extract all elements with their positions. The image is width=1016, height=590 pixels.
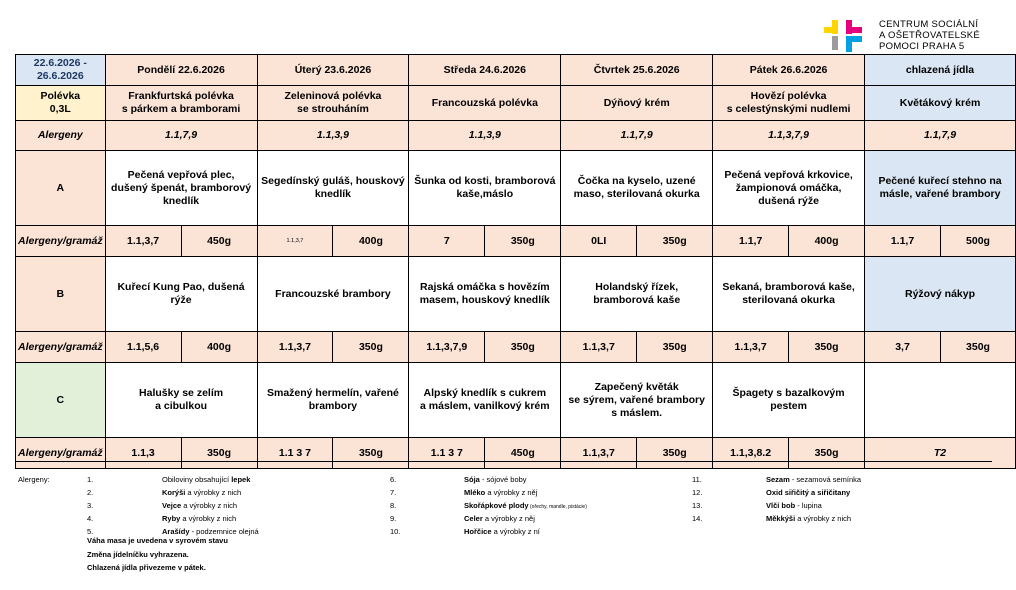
legend-title: Alergeny: [18, 475, 50, 484]
dish-weight: 350g [333, 332, 409, 363]
dish-allergens: 3,7 [865, 332, 941, 363]
legend-number: 12. [692, 488, 703, 497]
soup-dish: Dýňový krém [561, 86, 713, 121]
day-header: Pátek 26.6.2026 [713, 55, 865, 86]
legend-number: 11. [692, 475, 702, 484]
soup-allergens: 1.1,7,9 [561, 121, 713, 151]
soup-allergens: 1.1,3,9 [409, 121, 561, 151]
dish-allergens: 1.1,3,7 [561, 438, 637, 469]
dish: Zapečený květák se sýrem, vařené brambory s máslem. [561, 363, 713, 438]
soup-dish: Zeleninová polévka se strouháním [257, 86, 409, 121]
dish-allergens: 0LI [561, 226, 637, 257]
dish-weight: 400g [333, 226, 409, 257]
allergens-weight-label: Alergeny/gramáž [16, 438, 106, 469]
dish: Pečené kuřecí stehno na másle, vařené brambory [865, 151, 1016, 226]
menu-table [15, 54, 1016, 469]
legend-item: Měkkýši a výrobky z nich [766, 514, 852, 523]
dish-info: T2 [865, 438, 1016, 469]
legend-item: Vlčí bob - lupina [766, 501, 822, 510]
dish-allergens: 1.1,3 [105, 438, 181, 469]
dish-weight: 400g [789, 226, 865, 257]
legend-number: 10. [390, 527, 401, 536]
legend-item: Ryby a výrobky z nich [162, 514, 237, 523]
legend-item: Skořápkové plody (ořechy, mandle, pistácie) [464, 501, 587, 510]
dish: Špagety s bazalkovým pestem [713, 363, 865, 438]
dish-allergens: 1.1,3,7,9 [409, 332, 485, 363]
legend-number: 2. [87, 488, 94, 497]
soup-dish: Květákový krém [865, 86, 1016, 121]
legend-item: Sezam - sezamová semínka [766, 475, 862, 484]
dish-allergens: 1.1,7 [713, 226, 789, 257]
dish-allergens: 1.1 3 7 [257, 438, 333, 469]
legend-item: Obiloviny obsahující lepek [162, 475, 251, 484]
dish: Pečená vepřová plec, dušený špenát, bramborový knedlík [105, 151, 257, 226]
dish [865, 363, 1016, 438]
soup-dish: Hovězí polévka s celestýnskými nudlemi [713, 86, 865, 121]
soup-label: Polévka 0,3L [16, 86, 106, 121]
dish-weight: 400g [181, 332, 257, 363]
soup-dish: Francouzská polévka [409, 86, 561, 121]
legend-number: 4. [87, 514, 94, 523]
dish-allergens: 1.1,7 [865, 226, 941, 257]
week-period: 22.6.2026 - 26.6.2026 [16, 55, 106, 86]
legend-number: 9. [390, 514, 397, 523]
dish-weight: 350g [637, 332, 713, 363]
dish: Pečená vepřová krkovice, žampionová omáčka, dušená rýže [713, 151, 865, 226]
allergens-weight-label: Alergeny/gramáž [16, 226, 106, 257]
dish-weight: 500g [940, 226, 1015, 257]
soup-allergens: 1.1,3,9 [257, 121, 409, 151]
legend-number: 6. [390, 475, 397, 484]
dish-allergens: 1.1 3 7 [409, 438, 485, 469]
dish-allergens: 1.1,3,7 [105, 226, 181, 257]
allergens-weight-label: Alergeny/gramáž [16, 332, 106, 363]
soup-dish: Frankfurtská polévka s párkem a bramborami [105, 86, 257, 121]
allergens-label: Alergeny [16, 121, 106, 151]
note-line: Chlazená jídla přivezeme v pátek. [87, 563, 206, 572]
day-header: Čtvrtek 25.6.2026 [561, 55, 713, 86]
note-line: Váha masa je uvedena v syrovém stavu [87, 536, 228, 545]
soup-allergens: 1.1,3,7,9 [713, 121, 865, 151]
day-header: Úterý 23.6.2026 [257, 55, 409, 86]
legend-number: 13. [692, 501, 703, 510]
legend-item: Hořčice a výrobky z ní [464, 527, 540, 536]
soup-allergens: 1.1,7,9 [865, 121, 1016, 151]
legend-number: 1. [87, 475, 94, 484]
note-line: Změna jídelníčku vyhrazena. [87, 549, 189, 559]
dish-allergens: 1.1,3,7 [257, 332, 333, 363]
allergen-legend [15, 461, 992, 536]
legend-item: Arašídy - podzemnice olejná [162, 527, 259, 536]
dish-weight: 350g [637, 226, 713, 257]
org-name: CENTRUM SOCIÁLNÍ A OŠETŘOVATELSKÉ POMOCI PRAHA 5 [879, 19, 981, 52]
legend-item: Celer a výrobky z něj [464, 514, 535, 523]
dish: Sekaná, bramborová kaše, sterilovaná okurka [713, 257, 865, 332]
dish: Segedínský guláš, houskový knedlík [257, 151, 409, 226]
legend-item: Sója - sójové boby [464, 475, 527, 484]
dish: Čočka na kyselo, uzené maso, sterilovaná okurka [561, 151, 713, 226]
notes [87, 534, 228, 575]
legend-item: Vejce a výrobky z nich [162, 501, 238, 510]
menu-row-label: A [16, 151, 106, 226]
dish-allergens: 1.1,3,7 [713, 332, 789, 363]
legend-number: 5. [87, 527, 94, 536]
dish-allergens: 1.1,3,7 [257, 226, 333, 257]
dish: Šunka od kosti, bramborová kaše,máslo [409, 151, 561, 226]
dish-weight: 450g [485, 438, 561, 469]
legend-number: 7. [390, 488, 397, 497]
dish: Holandský řízek, bramborová kaše [561, 257, 713, 332]
dish-weight: 350g [181, 438, 257, 469]
dish: Rajská omáčka s hovězím masem, houskový knedlík [409, 257, 561, 332]
dish-allergens: 1.1,3,7 [561, 332, 637, 363]
day-header: chlazená jídla [865, 55, 1016, 86]
menu-row-label: B [16, 257, 106, 332]
dish-weight: 350g [789, 438, 865, 469]
dish: Francouzské brambory [257, 257, 409, 332]
dish-weight: 350g [940, 332, 1015, 363]
legend-number: 14. [692, 514, 703, 523]
org-logo [822, 18, 1012, 54]
dish: Alpský knedlík s cukrem a máslem, vanilkový krém [409, 363, 561, 438]
dish-weight: 350g [637, 438, 713, 469]
soup-allergens: 1.1,7,9 [105, 121, 257, 151]
dish-weight: 350g [485, 226, 561, 257]
dish-weight: 350g [333, 438, 409, 469]
dish-weight: 350g [485, 332, 561, 363]
dish: Halušky se zelím a cibulkou [105, 363, 257, 438]
dish-weight: 450g [181, 226, 257, 257]
cross-logo-icon [822, 18, 868, 54]
day-header: Středa 24.6.2026 [409, 55, 561, 86]
legend-item: Oxid siřičitý a siřičitany [766, 488, 851, 497]
dish: Kuřecí Kung Pao, dušená rýže [105, 257, 257, 332]
dish-allergens: 1.1,3,8.2 [713, 438, 789, 469]
legend-number: 8. [390, 501, 397, 510]
legend-item: Korýši a výrobky z nich [162, 488, 242, 497]
legend-number: 3. [87, 501, 94, 510]
dish-allergens: 7 [409, 226, 485, 257]
dish-weight: 350g [789, 332, 865, 363]
dish: Rýžový nákyp [865, 257, 1016, 332]
menu-row-label: C [16, 363, 106, 438]
dish: Smažený hermelín, vařené brambory [257, 363, 409, 438]
day-header: Pondělí 22.6.2026 [105, 55, 257, 86]
dish-allergens: 1.1,5,6 [105, 332, 181, 363]
legend-item: Mléko a výrobky z něj [464, 488, 538, 497]
